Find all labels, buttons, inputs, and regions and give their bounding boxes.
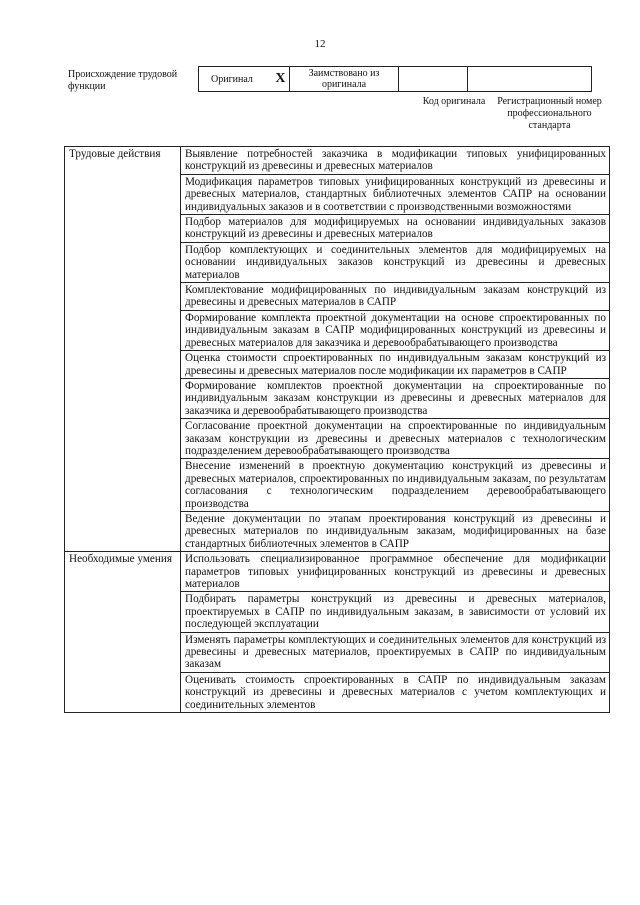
code-caption: Код оригинала xyxy=(422,96,486,107)
table-cell-item: Подбор комплектующих и соединительных элементов для модифицируемых на основании индивидуальных заказов конструкций из древесины и древесных материалов xyxy=(181,242,610,282)
table-cell-item: Формирование комплекта проектной документации на основе спроектированных по индивидуальным заказам в САПР модифицированных конструкций из древесины и древесных материалов для заказчика и деревообрабатывающего производства xyxy=(181,310,610,350)
origin-table xyxy=(198,66,592,92)
page-number: 12 xyxy=(314,38,326,50)
origin-label: Происхождение трудовой функции xyxy=(68,69,178,92)
original-label: Оригинал xyxy=(211,74,253,85)
table-cell-item: Оценивать стоимость спроектированных в САПР по индивидуальным заказам конструкций из древесины и древесных материалов с учетом комплектующих и соединительных элементов xyxy=(181,672,610,712)
section-label: Трудовые действия xyxy=(65,147,181,552)
section-label: Необходимые умения xyxy=(65,552,181,713)
table-cell-item: Согласование проектной документации на спроектированные по индивидуальным заказам конструкции из древесины и древесных материалов с технологическим подразделением деревообрабатывающего производства xyxy=(181,419,610,459)
table-cell-item: Ведение документации по этапам проектирования конструкций из древесины и древесных материалов по индивидуальным заказам, модифицированных на базе стандартных библиотечных элементов в САПР xyxy=(181,511,610,551)
reg-number-cell xyxy=(468,67,592,92)
original-mark: X xyxy=(275,71,286,86)
original-cell xyxy=(199,67,290,92)
table-cell-item: Модификация параметров типовых унифицированных конструкций из древесины и древесных материалов, стандартных библиотечных элементов САПР на основании индивидуальных заказов и в соответствии с производственными возможностями xyxy=(181,174,610,214)
code-cell xyxy=(399,67,468,92)
table-row xyxy=(65,552,610,592)
table-cell-item: Оценка стоимости спроектированных по индивидуальным заказам конструкций из древесины и древесных материалов после модификации их параметров в САПР xyxy=(181,351,610,379)
table-cell-item: Использовать специализированное программное обеспечение для модификации параметров типовых унифицированных конструкций из древесины и древесных материалов xyxy=(181,552,610,592)
functions-table xyxy=(64,146,610,713)
borrowed-cell: Заимствовано из оригинала xyxy=(290,67,399,92)
table-cell-item: Комплектование модифицированных по индивидуальным заказам конструкций из древесины и древесных материалов в САПР xyxy=(181,283,610,311)
table-row xyxy=(65,147,610,175)
table-cell-item: Выявление потребностей заказчика в модификации типовых унифицированных конструкций из древесины и древесных материалов xyxy=(181,147,610,175)
table-cell-item: Формирование комплектов проектной документации на спроектированные по индивидуальным заказам конструкции из древесины и древесных материалов для заказчика и деревообрабатывающего производства xyxy=(181,378,610,418)
table-cell-item: Изменять параметры комплектующих и соединительных элементов для конструкций из древесины и древесных материалов, проектируемых в САПР по индивидуальным заказам xyxy=(181,632,610,672)
table-cell-item: Внесение изменений в проектную документацию конструкций из древесины и древесных материалов, спроектированных по индивидуальным заказам, по результатам согласования с технологическим подразделением деревообрабатывающего производства xyxy=(181,459,610,512)
reg-number-caption: Регистрационный номер профессионального стандарта xyxy=(497,96,602,131)
table-cell-item: Подбор материалов для модифицируемых на основании индивидуальных заказов конструкций из древесины и древесных материалов xyxy=(181,215,610,243)
table-cell-item: Подбирать параметры конструкций из древесины и древесных материалов, проектируемых в САПР по индивидуальным заказам, в зависимости от условий их последующей эксплуатации xyxy=(181,592,610,632)
